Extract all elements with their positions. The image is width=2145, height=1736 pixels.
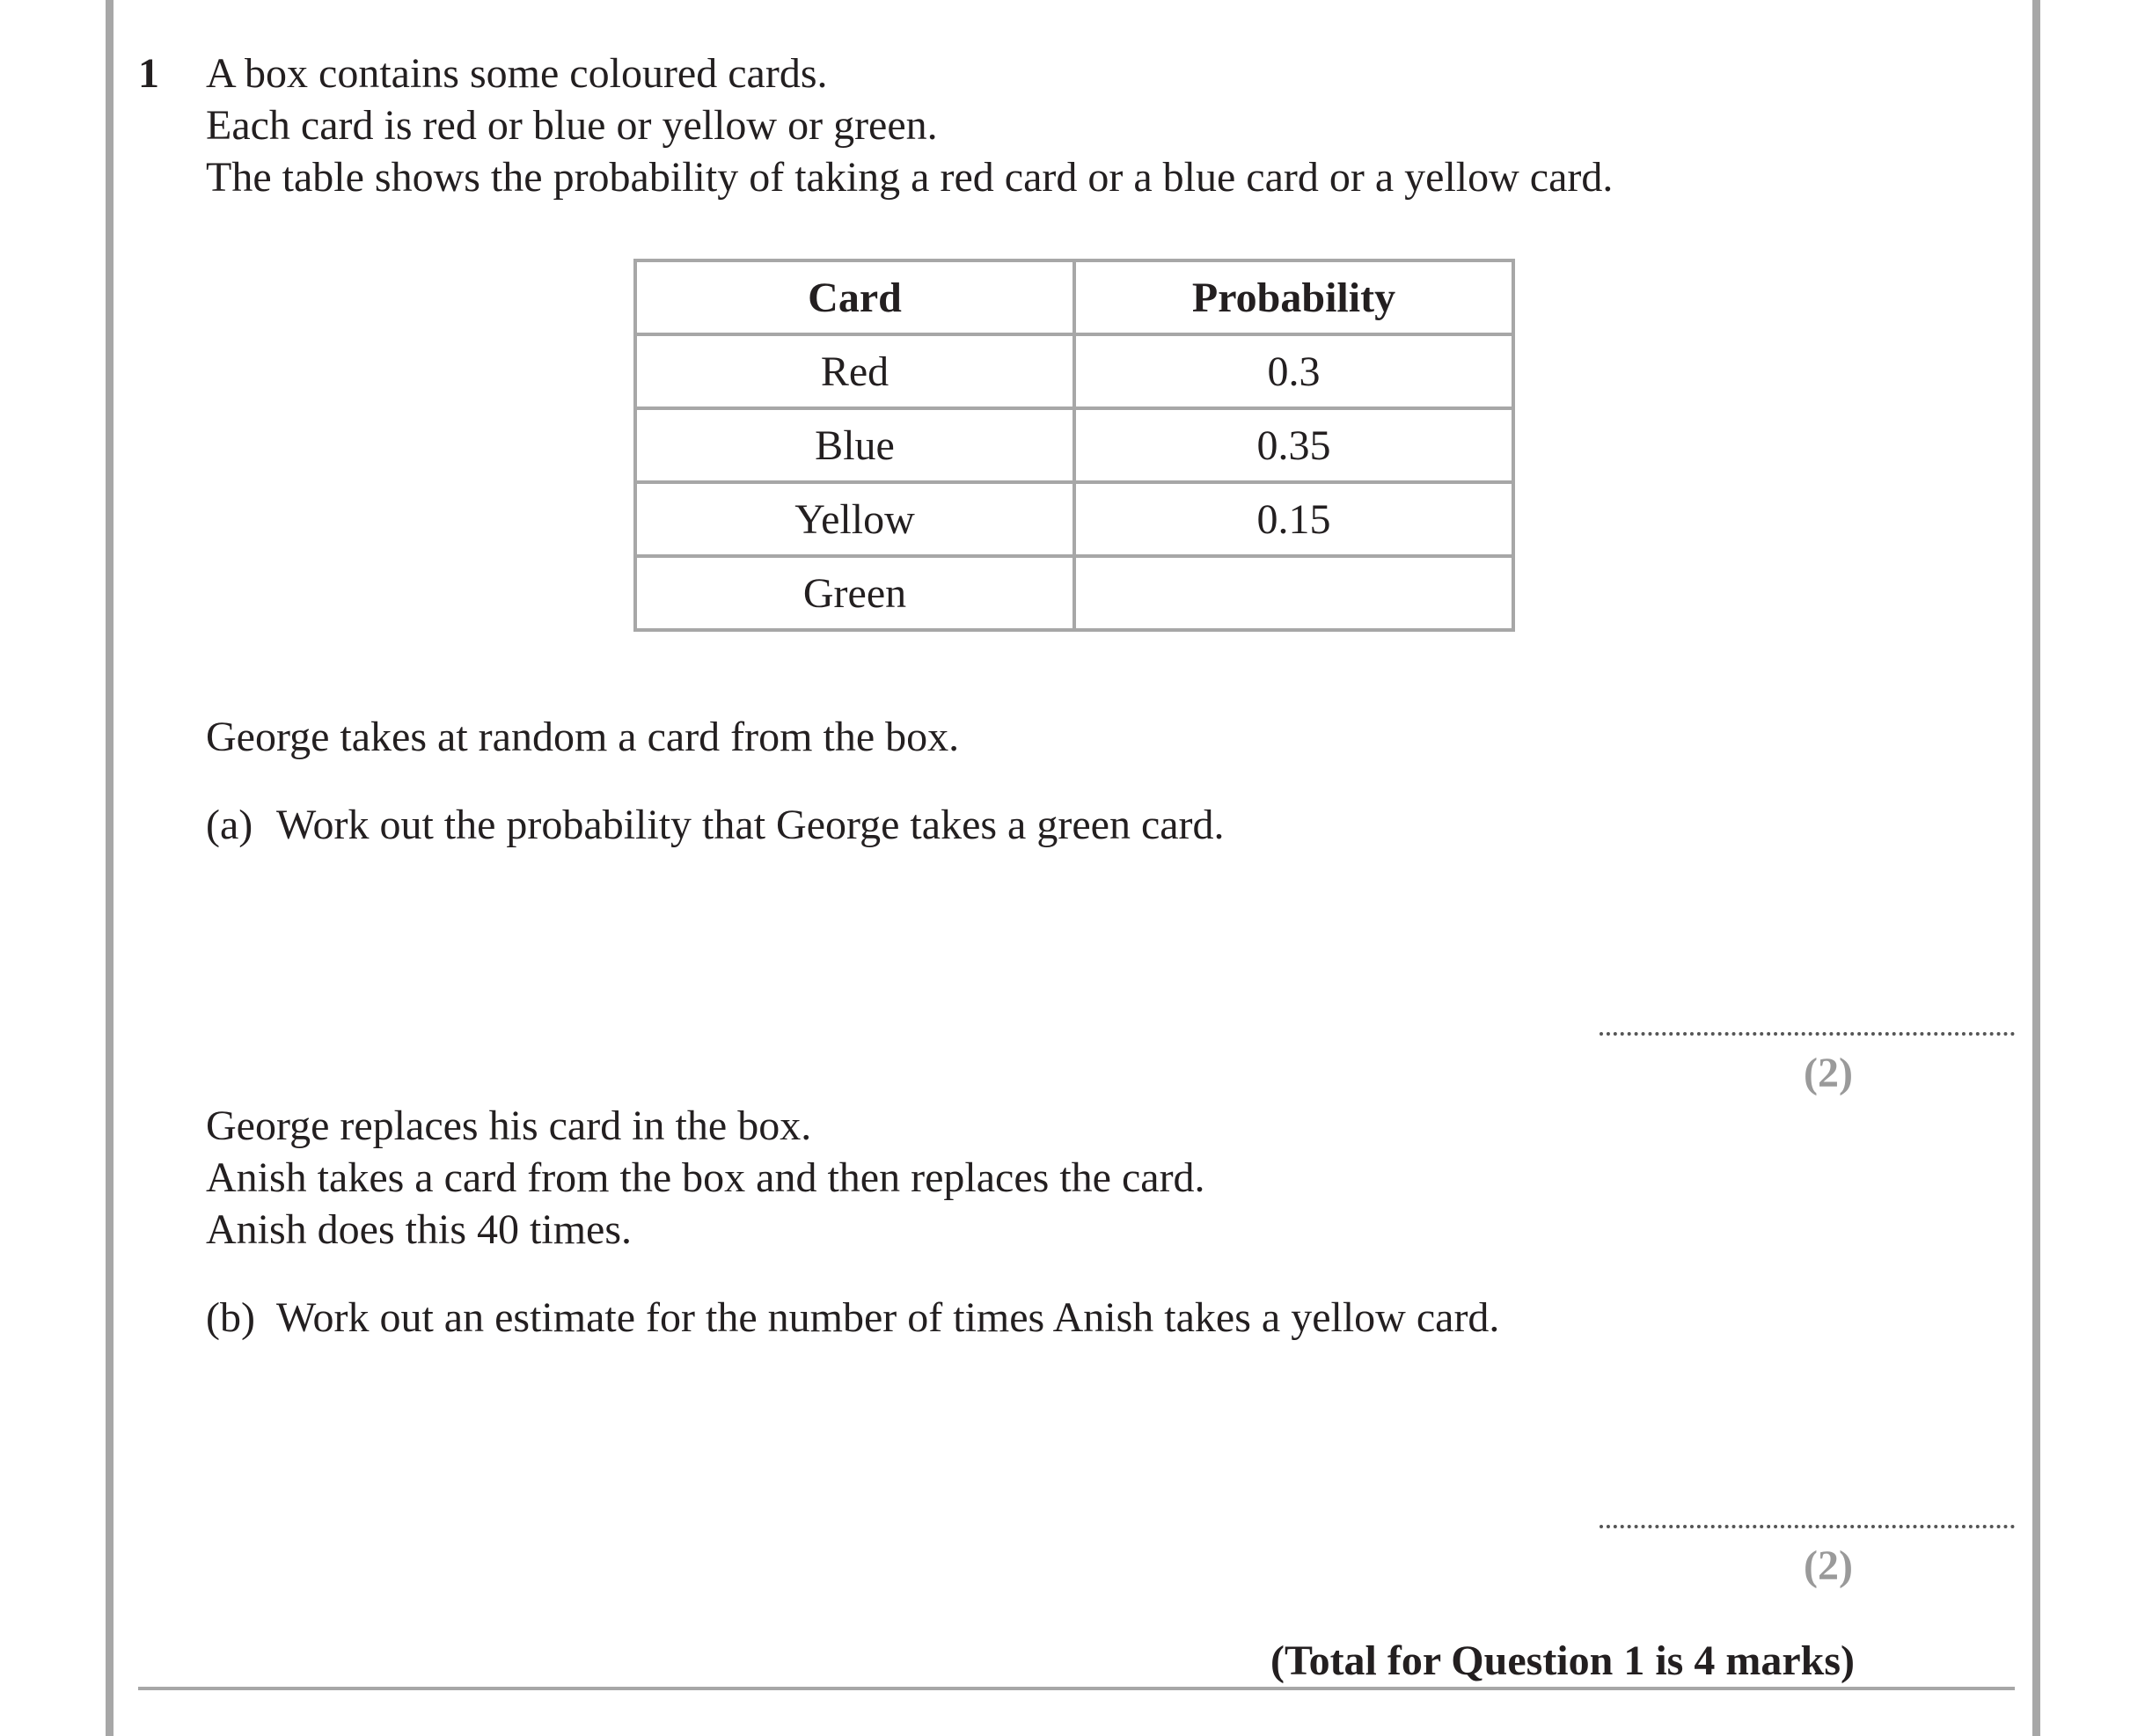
question-number: 1 bbox=[138, 50, 159, 97]
table-row bbox=[635, 334, 1513, 408]
cell-probability: 0.3 bbox=[1074, 334, 1513, 408]
part-a-label: (a) bbox=[206, 802, 253, 848]
answer-line-a[interactable] bbox=[1600, 1032, 2015, 1036]
intro-line-1: A box contains some coloured cards. bbox=[206, 50, 828, 97]
cell-probability: 0.15 bbox=[1074, 482, 1513, 556]
marks-a: (2) bbox=[1804, 1050, 1853, 1096]
intro-line-2: Each card is red or blue or yellow or green. bbox=[206, 102, 938, 149]
table-row bbox=[635, 482, 1513, 556]
total-marks: (Total for Question 1 is 4 marks) bbox=[1270, 1637, 1855, 1684]
cell-probability-blank[interactable] bbox=[1074, 556, 1513, 630]
probability-table bbox=[633, 259, 1515, 632]
table-row bbox=[635, 408, 1513, 482]
header-probability: Probability bbox=[1074, 260, 1513, 334]
stem-b-line-2: Anish takes a card from the box and then replaces the card. bbox=[206, 1154, 1205, 1201]
stem-b-line-3: Anish does this 40 times. bbox=[206, 1206, 633, 1253]
cell-card: Green bbox=[635, 556, 1074, 630]
table-header-row bbox=[635, 260, 1513, 334]
intro-line-3: The table shows the probability of taking a red card or a blue card or a yellow card. bbox=[206, 154, 1614, 201]
right-margin-line bbox=[2032, 0, 2040, 1736]
cell-card: Red bbox=[635, 334, 1074, 408]
left-margin-line bbox=[106, 0, 113, 1736]
cell-probability: 0.35 bbox=[1074, 408, 1513, 482]
cell-card: Yellow bbox=[635, 482, 1074, 556]
header-card: Card bbox=[635, 260, 1074, 334]
cell-card: Blue bbox=[635, 408, 1074, 482]
bottom-rule bbox=[138, 1687, 2015, 1690]
stem-b-line-1: George replaces his card in the box. bbox=[206, 1102, 812, 1149]
answer-line-b[interactable] bbox=[1600, 1525, 2015, 1528]
marks-b: (2) bbox=[1804, 1542, 1853, 1589]
part-b-label: (b) bbox=[206, 1294, 255, 1341]
stem-a: George takes at random a card from the box. bbox=[206, 714, 960, 760]
part-b-text: Work out an estimate for the number of times Anish takes a yellow card. bbox=[276, 1294, 1500, 1341]
part-a-text: Work out the probability that George takes a green card. bbox=[276, 802, 1225, 848]
table-row bbox=[635, 556, 1513, 630]
